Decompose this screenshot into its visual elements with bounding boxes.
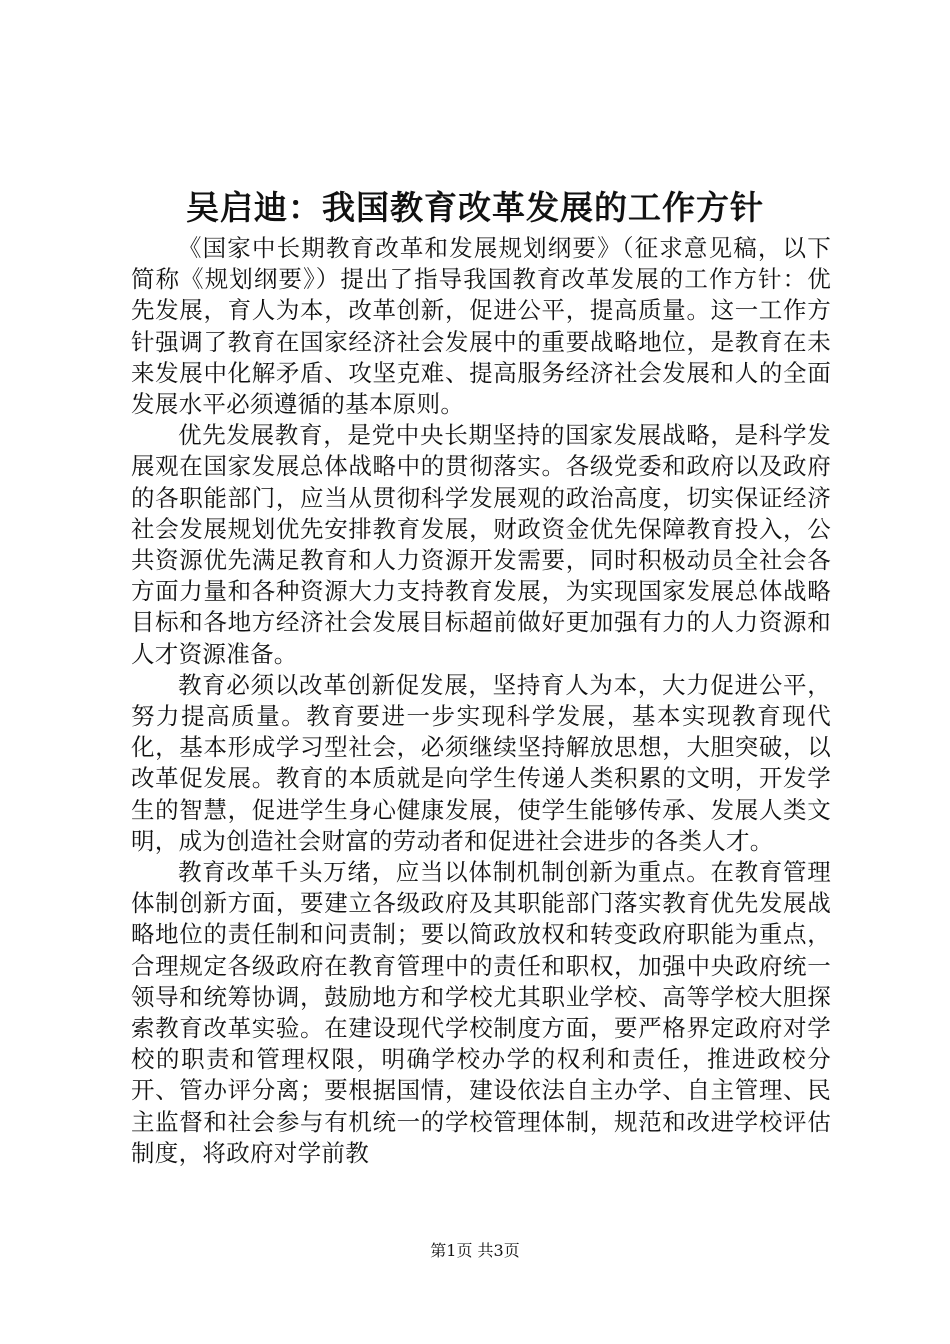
document-body bbox=[131, 233, 831, 1169]
paragraph-2: 优先发展教育，是党中央长期坚持的国家发展战略，是科学发展观在国家发展总体战略中的贯彻落实。各级党委和政府以及政府的各职能部门，应当从贯彻科学发展观的政治高度，切实保证经济社会发展规划优先安排教育发展，财政资金优先保障教育投入，公共资源优先满足教育和人力资源开发需要，同时积极动员全社会各方面力量和各种资源大力支持教育发展，为实现国家发展总体战略目标和各地方经济社会发展目标超前做好更加强有力的人力资源和人才资源准备。 bbox=[131, 421, 831, 668]
paragraph-4: 教育改革千头万绪，应当以体制机制创新为重点。在教育管理体制创新方面，要建立各级政府及其职能部门落实教育优先发展战略地位的责任制和问责制；要以简政放权和转变政府职能为重点，合理规定各级政府在教育管理中的责任和职权，加强中央政府统一领导和统筹协调，鼓励地方和学校尤其职业学校、高等学校大胆探索教育改革实验。在建设现代学校制度方面，要严格界定政府对学校的职责和管理权限，明确学校办学的权利和责任，推进政校分开、管办评分离；要根据国情，建设依法自主办学、自主管理、民主监督和社会参与有机统一的学校管理体制，规范和改进学校评估制度，将政府对学前教 bbox=[131, 858, 831, 1167]
paragraph-1: 《国家中长期教育改革和发展规划纲要》（征求意见稿，以下简称《规划纲要》）提出了指导我国教育改革发展的工作方针：优先发展，育人为本，改革创新，促进公平，提高质量。这一工作方针强调了教育在国家经济社会发展中的重要战略地位，是教育在未来发展中化解矛盾、攻坚克难、提高服务经济社会发展和人的全面发展水平必须遵循的基本原则。 bbox=[131, 234, 831, 419]
page-number-footer: 第1页 共3页 bbox=[430, 1241, 520, 1260]
paragraph-3: 教育必须以改革创新促发展，坚持育人为本，大力促进公平，努力提高质量。教育要进一步实现科学发展，基本实现教育现代化，基本形成学习型社会，必须继续坚持解放思想，大胆突破，以改革促发展。教育的本质就是向学生传递人类积累的文明，开发学生的智慧，促进学生身心健康发展，使学生能够传承、发展人类文明，成为创造社会财富的劳动者和促进社会进步的各类人才。 bbox=[131, 670, 831, 855]
document-title: 吴启迪：我国教育改革发展的工作方针 bbox=[186, 188, 764, 227]
